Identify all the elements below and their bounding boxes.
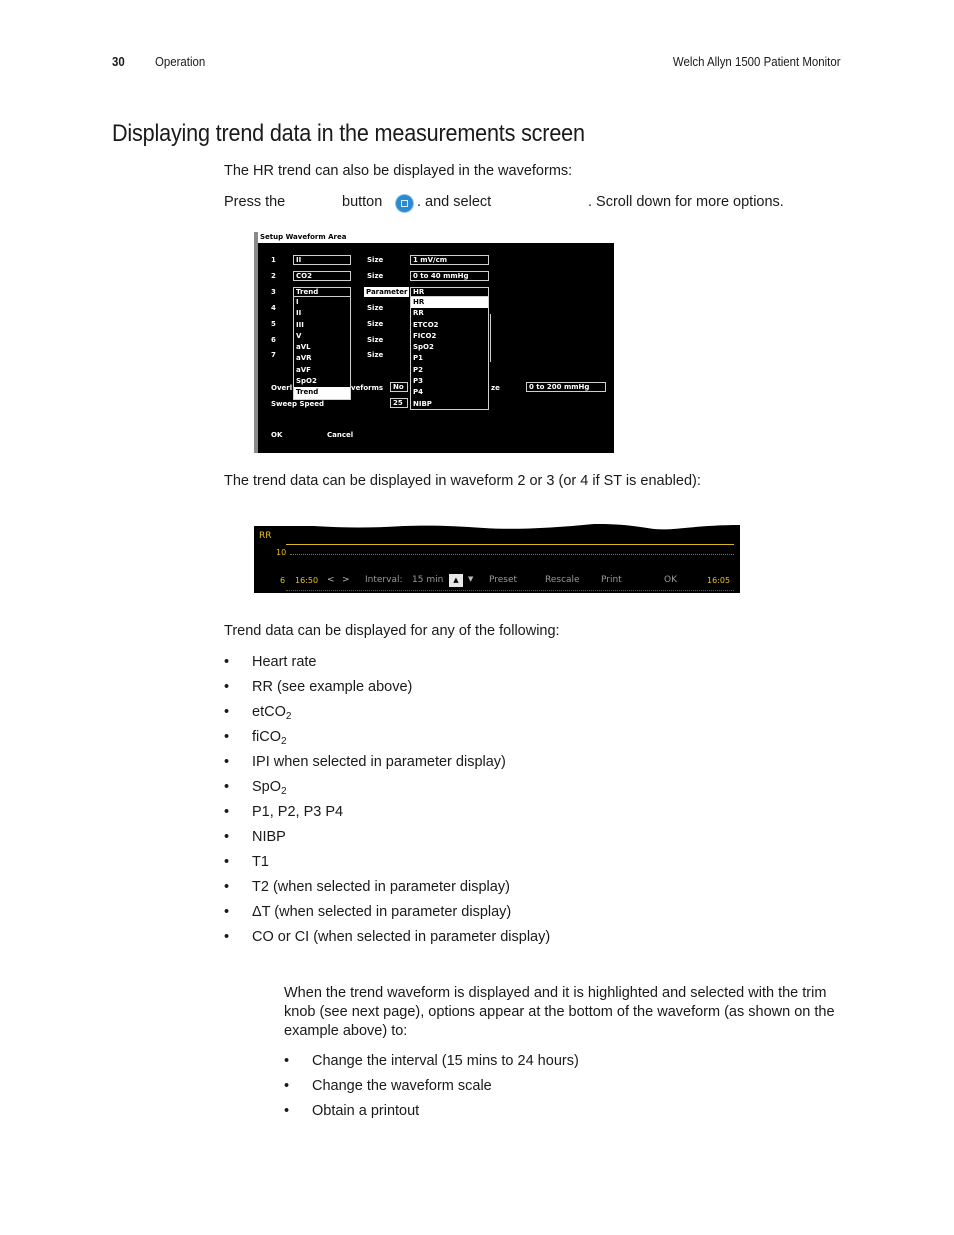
scroll-forward-button[interactable]: > <box>342 575 350 585</box>
dropdown-option[interactable]: P4 <box>413 388 424 397</box>
strip-top-edge <box>254 522 740 532</box>
list-item-text: Obtain a printout <box>312 1103 420 1119</box>
interval-up-button[interactable]: ▲ <box>449 574 463 587</box>
list-item <box>224 829 784 854</box>
bullet: • <box>224 904 230 920</box>
list-item <box>224 804 784 829</box>
preset-button[interactable]: Preset <box>489 575 518 585</box>
list-item-text: CO or CI (when selected in parameter display) <box>252 929 551 945</box>
interval-label: Interval: <box>365 575 403 585</box>
size-label-partial: ze <box>491 384 500 392</box>
list-item-text: etCO$_2$ <box>252 704 292 722</box>
parameter-list <box>224 654 784 954</box>
trend-scale-top: 10 <box>276 548 287 557</box>
trend-ok-button[interactable]: OK <box>664 575 677 585</box>
list-item-text: fiCO$_2$ <box>252 729 287 747</box>
overlap-label-tail: veforms <box>351 384 384 392</box>
list-item <box>284 1078 784 1103</box>
list-item <box>224 654 784 679</box>
bullet: • <box>224 679 230 695</box>
trend-waveform-strip <box>254 522 740 593</box>
bullet: • <box>224 779 230 795</box>
cancel-button[interactable]: Cancel <box>327 431 354 439</box>
bullet: • <box>224 754 230 770</box>
list-item <box>224 879 784 904</box>
interval-down-button[interactable]: ▼ <box>468 575 474 583</box>
print-button[interactable]: Print <box>601 575 622 585</box>
row-number: 3 <box>271 288 276 296</box>
dropdown-option[interactable]: aVR <box>296 354 312 363</box>
size-label: Size <box>367 351 384 359</box>
trend-top-line <box>286 544 734 545</box>
instruction-scroll: . Scroll down for more options. <box>588 194 784 210</box>
page-number: 30 <box>112 54 125 69</box>
list-item-text: NIBP <box>252 829 286 845</box>
sweep-speed-label: Sweep Speed <box>271 400 325 408</box>
trend-end-time: 16:05 <box>707 576 731 585</box>
list-item <box>224 729 784 754</box>
list-item <box>224 679 784 704</box>
list-item-text: T2 (when selected in parameter display) <box>252 879 510 895</box>
scroll-back-button[interactable]: < <box>327 575 335 585</box>
parameter-dropdown[interactable] <box>410 296 489 410</box>
waveform-1-size[interactable]: 1 mV/cm <box>410 255 489 265</box>
dropdown-option[interactable]: P3 <box>413 377 424 386</box>
trend-caption: The trend data can be displayed in waveform 2 or 3 (or 4 if ST is enabled): <box>224 473 701 489</box>
note-paragraph: When the trend waveform is displayed and it is highlighted and selected with the trim knob (see next page), options appear at the bottom of the waveform (as shown on the example above) to: <box>284 985 835 1039</box>
list-item-text: IPI when selected in parameter display) <box>252 754 506 770</box>
setup-waveform-screenshot <box>254 232 614 453</box>
dropdown-option[interactable]: II <box>296 309 302 318</box>
dropdown-option[interactable]: aVL <box>296 343 311 352</box>
dropdown-option[interactable]: aVF <box>296 365 311 374</box>
row-number: 5 <box>271 320 276 328</box>
dropdown-option[interactable]: SpO2 <box>296 377 317 386</box>
dropdown-option-selected[interactable]: Trend <box>294 387 350 398</box>
bullet: • <box>224 879 230 895</box>
waveform-3-select[interactable]: Trend <box>293 287 351 297</box>
setup-button-icon <box>396 195 413 212</box>
bullet: • <box>224 654 230 670</box>
parameter-label: Parameter <box>366 288 408 296</box>
list-item <box>224 704 784 729</box>
list-item-text: SpO$_2$ <box>252 779 287 797</box>
waveform-dropdown[interactable] <box>293 296 351 400</box>
hidden-box-edge <box>490 314 492 362</box>
setup-window-title: Setup Waveform Area <box>258 232 614 243</box>
list-item-text: P1, P2, P3 P4 <box>252 804 344 820</box>
hidden-box-edge <box>350 314 352 378</box>
interval-value[interactable]: 15 min <box>412 575 444 585</box>
waveform-2-select[interactable]: CO2 <box>293 271 351 281</box>
list-item <box>224 854 784 879</box>
row-number: 7 <box>271 351 276 359</box>
overlap-size-select[interactable]: 0 to 200 mmHg <box>526 382 606 392</box>
dropdown-option[interactable]: ETCO2 <box>413 320 439 329</box>
dropdown-option[interactable]: P2 <box>413 365 424 374</box>
size-label: Size <box>367 256 384 264</box>
list-item-text: ΔT (when selected in parameter display) <box>252 904 512 920</box>
overlap-select[interactable]: No <box>390 382 408 392</box>
dropdown-option[interactable]: NIBP <box>413 399 432 408</box>
bullet: • <box>224 704 230 720</box>
list-intro: Trend data can be displayed for any of the following: <box>224 623 560 639</box>
size-label: Size <box>367 336 384 344</box>
size-label: Size <box>367 320 384 328</box>
list-item <box>224 904 784 929</box>
list-item <box>224 929 784 954</box>
page-title: Displaying trend data in the measurements screen <box>112 120 585 147</box>
row-number: 6 <box>271 336 276 344</box>
list-item <box>224 779 784 804</box>
trend-dotted-line <box>290 554 734 555</box>
list-item <box>224 754 784 779</box>
bullet: • <box>284 1078 290 1094</box>
waveform-2-size[interactable]: 0 to 40 mmHg <box>410 271 489 281</box>
trend-start-time: 16:50 <box>295 576 319 585</box>
bullet: • <box>284 1103 290 1119</box>
ok-button[interactable]: OK <box>271 431 283 439</box>
bullet: • <box>224 854 230 870</box>
waveform-3-parameter[interactable]: HR <box>410 287 489 297</box>
dropdown-option[interactable]: V <box>296 331 302 340</box>
bullet: • <box>224 929 230 945</box>
dropdown-option[interactable]: RR <box>413 309 424 318</box>
list-item-text: Change the waveform scale <box>312 1078 492 1094</box>
bullet: • <box>224 729 230 745</box>
options-list <box>284 1053 784 1128</box>
list-item-text: RR (see example above) <box>252 679 413 695</box>
waveform-1-select[interactable]: II <box>293 255 351 265</box>
bullet: • <box>224 804 230 820</box>
size-label: Size <box>367 272 384 280</box>
product-name: Welch Allyn 1500 Patient Monitor <box>673 54 841 69</box>
dropdown-option[interactable]: P1 <box>413 354 424 363</box>
instruction-press: Press the <box>224 194 286 210</box>
instruction-select: . and select <box>417 194 492 210</box>
dropdown-option[interactable]: III <box>296 320 304 329</box>
trend-bottom-dots <box>286 590 734 591</box>
instruction-button: button <box>342 194 383 210</box>
dropdown-option[interactable]: I <box>296 298 299 306</box>
overlap-label: Overl <box>271 384 293 392</box>
list-item <box>284 1103 784 1128</box>
list-item-text: T1 <box>252 854 269 870</box>
trend-parameter-label: RR <box>259 531 272 541</box>
list-item-text: Heart rate <box>252 654 317 670</box>
list-item-text: Change the interval (15 mins to 24 hours) <box>312 1053 579 1069</box>
section-name: Operation <box>155 54 206 69</box>
row-number: 2 <box>271 272 276 280</box>
dropdown-option-selected[interactable]: HR <box>411 297 488 308</box>
rescale-button[interactable]: Rescale <box>545 575 580 585</box>
row-number: 1 <box>271 256 276 264</box>
size-label: Size <box>367 304 384 312</box>
dropdown-option[interactable]: FICO2 <box>413 331 437 340</box>
sweep-speed-select[interactable]: 25 <box>390 398 408 408</box>
dropdown-option[interactable]: SpO2 <box>413 343 434 352</box>
bullet: • <box>284 1053 290 1069</box>
bullet: • <box>224 829 230 845</box>
row-number: 4 <box>271 304 276 312</box>
intro-text: The HR trend can also be displayed in the waveforms: <box>224 163 573 179</box>
list-item <box>284 1053 784 1078</box>
instruction-line <box>224 194 824 214</box>
trend-scale-bottom: 6 <box>280 576 286 585</box>
